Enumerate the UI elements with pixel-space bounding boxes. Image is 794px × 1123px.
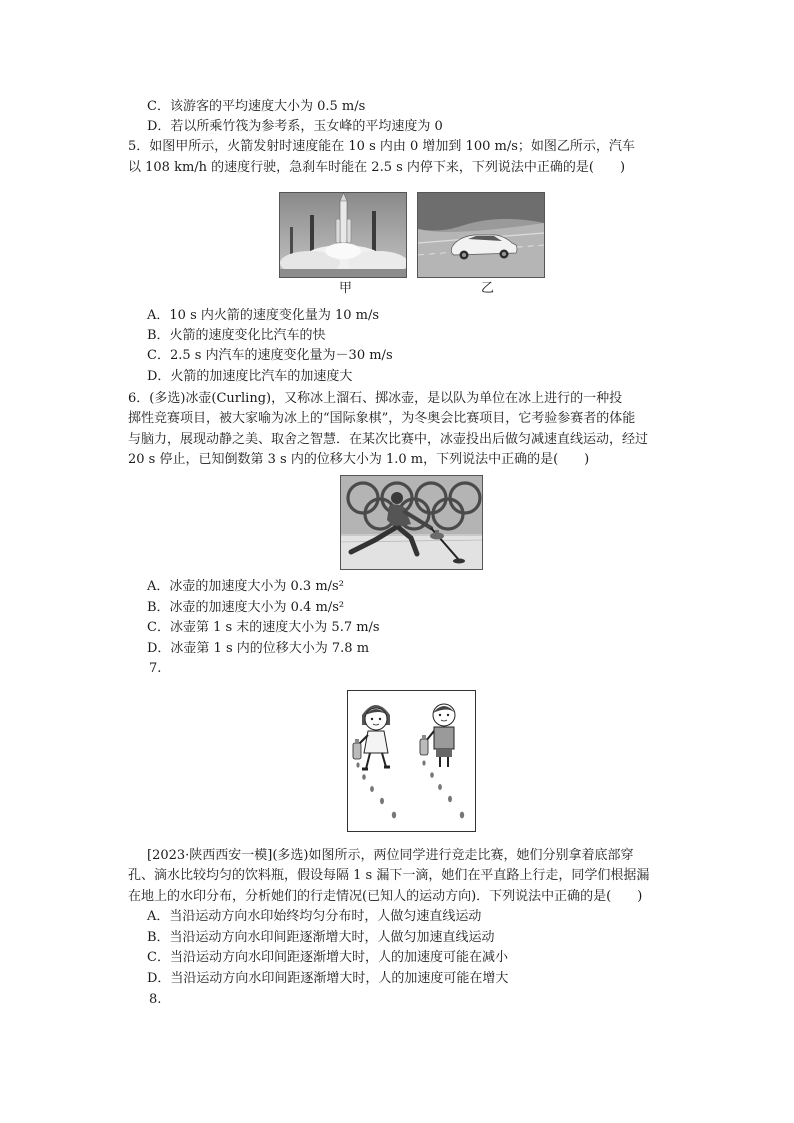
q6-stem-line4: 20 s 停止，已知倒数第 3 s 内的位移大小为 1.0 m，下列说法中正确的是( ) [128,452,590,467]
rocket-launch-image [279,192,407,278]
q6-stem-line2: 掷性竞赛项目，被大家喻为冰上的“国际象棋”，为冬奥会比赛项目，它考验参赛者的体能 [128,411,636,426]
boy-water-drops [422,760,464,818]
q5-option-d: D．火箭的加速度比汽车的加速度大 [147,369,353,384]
q5-stem-line1: 5．如图甲所示，火箭发射时速度能在 10 s 内由 0 增加到 100 m/s；如图乙所示，汽车 [128,139,635,154]
car-driving-image [417,192,545,278]
q7-option-a: A．当沿运动方向水印始终均匀分布时，人做匀速直线运动 [147,909,482,924]
girl-water-drops [356,762,396,818]
q8-number: 8. [149,992,162,1007]
curling-athlete-image [340,475,483,570]
girl-figure [353,705,390,769]
q4-option-c: C．该游客的平均速度大小为 0.5 m/s [147,99,366,114]
q7-option-d: D．当沿运动方向水印间距逐渐增大时，人的加速度可能在增大 [147,971,509,986]
q4-option-d: D．若以所乘竹筏为参考系，玉女峰的平均速度为 0 [147,119,443,134]
q7-stem-line2: 孔、滴水比较均匀的饮料瓶，假设每隔 1 s 漏下一滴，她们在平直路上行走，同学们根据漏 [128,868,650,883]
q7-stem-line3: 在地上的水印分布，分析她们的行走情况(已知人的运动方向)．下列说法中正确的是( ) [128,889,643,904]
q5-option-c: C．2.5 s 内汽车的速度变化量为－30 m/s [147,348,393,363]
caption-jia: 甲 [339,281,353,296]
q5-option-a: A．10 s 内火箭的速度变化量为 10 m/s [147,308,380,323]
racewalk-water-drops-image [347,690,476,832]
q6-option-c: C．冰壶第 1 s 末的速度大小为 5.7 m/s [147,620,380,635]
q7-option-b: B．当沿运动方向水印间距逐渐增大时，人做匀加速直线运动 [147,930,495,945]
q6-stem-line3: 与脑力，展现动静之美、取舍之智慧．在某次比赛中，冰壶投出后做匀减速直线运动，经过 [128,432,649,447]
caption-yi: 乙 [481,281,495,296]
q5-option-b: B．火箭的速度变化比汽车的快 [147,328,326,343]
q6-option-b: B．冰壶的加速度大小为 0.4 m/s² [147,600,345,615]
q7-stem-line1: [2023·陕西西安一模](多选)如图所示，两位同学进行竞走比赛，她们分别拿着底部穿 [147,848,634,863]
boy-figure [420,704,455,767]
q5-stem-line2: 以 108 km/h 的速度行驶，急刹车时能在 2.5 s 内停下来，下列说法中正确的是( ) [128,160,626,175]
q6-option-d: D．冰壶第 1 s 内的位移大小为 7.8 m [147,641,370,656]
q6-option-a: A．冰壶的加速度大小为 0.3 m/s² [147,579,344,594]
q7-number: 7. [149,661,162,676]
q7-option-c: C．当沿运动方向水印间距逐渐增大时，人的加速度可能在减小 [147,950,508,965]
q6-stem-line1: 6．(多选)冰壶(Curling)，又称冰上溜石、掷冰壶，是以队为单位在冰上进行的一种投 [128,391,623,406]
